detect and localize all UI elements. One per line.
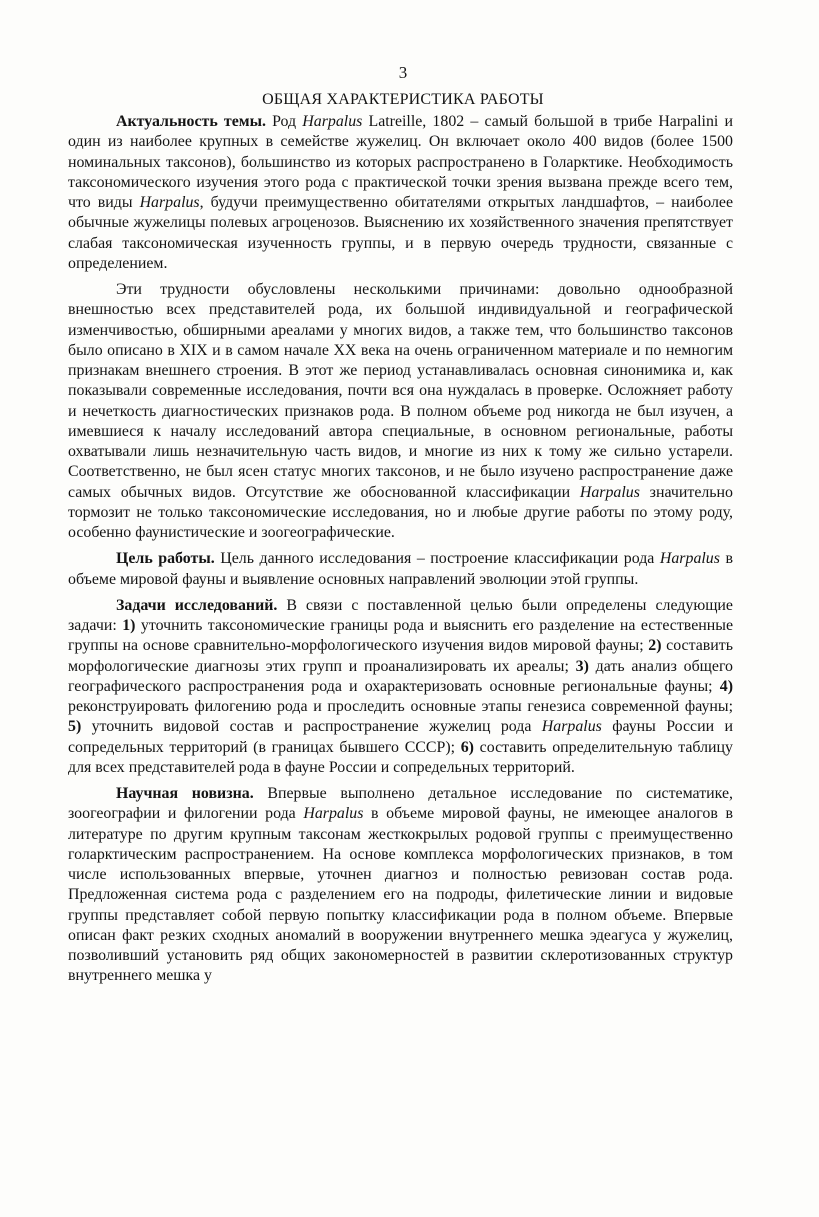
paragraph-text: уточнить таксономические границы рода и выяснить его разделение на естественные группы на основе сравнительно-морфологического изучения видов мировой фауны; (68, 617, 733, 655)
paragraph-text: дать анализ общего географического распространения рода и охарактеризовать основные региональные фауны; (68, 657, 734, 695)
paragraph (68, 784, 733, 987)
body-text (68, 112, 733, 993)
paragraph-text: фауны России и сопредельных территорий (в границах бывшего СССР); (68, 718, 733, 756)
paragraph (68, 112, 733, 274)
paragraph-text: Эти трудности обусловлены несколькими причинами: довольно однообразной внешностью всех представителей рода, их большой индивидуальной и географической изменчивостью, обширными ареалами у многих видов, а также тем, что большинство таксонов было описано в XIX и в самом начале XX века на очень ограниченном материале и по немногим признакам внешнего строения. В этот же период устанавливалась основная синонимика и, как показывали современные исследования, почти вся она нуждалась в проверке. Осложняет работу и нечеткость диагностических признаков рода. В полном объеме род никогда не был изучен, а имевшиеся к началу исследований автора специальные, в основном региональные, работы охватывали лишь незначительную часть видов, и многие из них к тому же сильно устарели. Соответственно, не был ясен статус многих таксонов, и не было изучено распространение даже самых обычных видов. Отсутствие же обоснованной классификации (68, 281, 733, 501)
paragraph-text: в объеме мировой фауны, не имеющее аналогов в литературе по другим крупным таксонам жесткокрылых родовой группы с преимущественно голарктическим распространением. На основе комплекса морфологических признаков, в том числе использованных впервые, уточнен диагноз и полностью ревизован состав рода. Предложенная система рода с разделением его на подроды, филетические линии и видовые группы представляет собой первую попытку классификации рода в полном объеме. Впервые описан факт резких сходных аномалий в вооружении внутреннего мешка эдеагуса у жужелиц, позволивший установить ряд общих закономерностей в развитии склеротизованных структур внутреннего мешка у (68, 805, 733, 985)
italic-text: Harpalus (139, 194, 200, 211)
paragraph-text: составить определительную таблицу для всех представителей рода в фауне России и сопредельных территорий. (68, 738, 733, 776)
italic-text: Harpalus (659, 550, 720, 568)
italic-text: Harpalus (303, 805, 364, 823)
bold-text: Задачи исследований. (116, 596, 278, 614)
bold-text: Научная новизна. (116, 785, 254, 802)
paragraph-text: Latreille, 1802 – самый большой в трибе Harpalini и один из наиболее крупных в семействе жужелиц. Он включает около 400 видов (более 1500 номинальных таксонов), большинство из которых распространено в Голарктике. Необходимость таксономического изучения этого рода с практической точки зрения вызвана прежде всего тем, что виды (68, 113, 733, 211)
paragraph-text: составить морфологические диагнозы этих групп и проанализировать их ареалы; (68, 637, 733, 675)
paragraph (68, 549, 733, 590)
paragraph-text: в объеме мировой фауны и выявление основных направлений эволюции этой группы. (68, 550, 733, 588)
bold-text: 3) (575, 657, 589, 675)
bold-text: 6) (460, 738, 474, 756)
bold-text: Цель работы. (116, 550, 215, 568)
paragraph-text: Род (265, 113, 303, 130)
paragraph-text: , будучи преимущественно обитателями открытых ландшафтов, – наиболее обычные жужелицы полевых агроценозов. Выяснению их хозяйственного значения препятствует слабая таксономическая изученность группы, и в первую очередь трудности, связанные с определением. (68, 194, 733, 272)
bold-text: 1) (122, 617, 136, 634)
paragraph-text: реконструировать филогению рода и проследить основные этапы генезиса современной фауны; (68, 698, 733, 715)
bold-text: Актуальность темы. (116, 113, 266, 130)
paragraph-text: уточнить видовой состав и распространение жужелиц рода (81, 718, 542, 736)
paragraph-text: значительно тормозит не только таксономические исследования, но и любые другие работы по этому роду, особенно фаунистические и зоогеографические. (68, 483, 733, 541)
page-number: 3 (398, 63, 408, 82)
paragraph (68, 596, 733, 778)
italic-text: Harpalus (541, 718, 602, 736)
paragraph-text: Цель данного исследования – построение классификации рода (214, 550, 660, 568)
paragraph-text: Впервые выполнено детальное исследование по систематике, зоогеографии и филогении рода (68, 785, 733, 823)
paragraph-text: В связи с поставленной целью были определены следующие задачи: (68, 596, 733, 634)
section-title: ОБЩАЯ ХАРАКТЕРИСТИКА РАБОТЫ (262, 91, 544, 108)
paragraph (68, 280, 733, 543)
bold-text: 5) (68, 718, 82, 736)
bold-text: 4) (719, 677, 733, 695)
italic-text: Harpalus (579, 483, 640, 501)
italic-text: Harpalus (302, 113, 363, 130)
bold-text: 2) (648, 637, 662, 655)
